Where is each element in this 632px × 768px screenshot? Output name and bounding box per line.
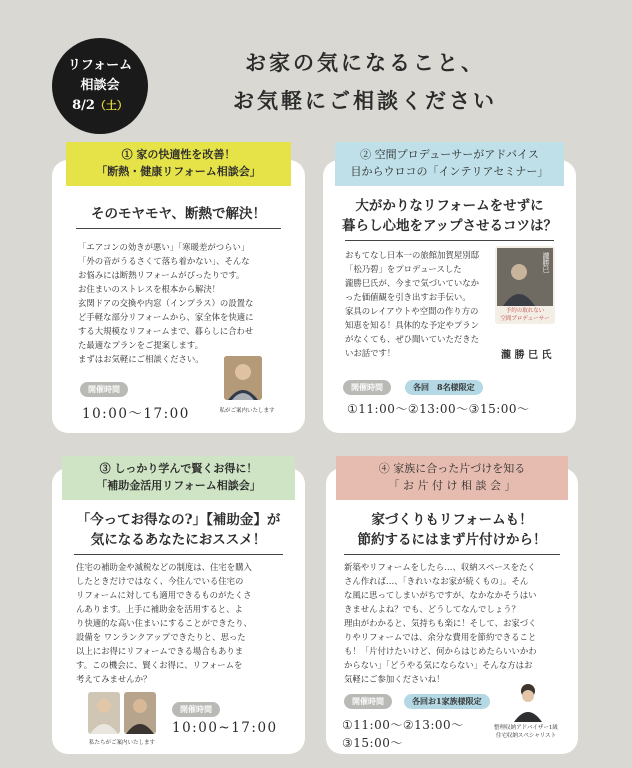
- band-line2: 「 お 片 付 け 相 談 会 」: [388, 479, 516, 492]
- title-line2: 暮らし心地をアップさせるコツは？: [341, 218, 558, 234]
- body-line: ど手軽な部分リフォームから、家全体を快適に: [78, 312, 254, 322]
- event-time: 10:00〜17:00: [82, 406, 190, 422]
- event-badge: [52, 38, 148, 134]
- badge-day: （土）: [94, 99, 128, 112]
- title-line1: 家づくりもリフォームも！: [371, 512, 533, 528]
- title-line1: 「今ってお得なの?」【補助金】が: [76, 512, 281, 528]
- time-pill: 開催時間: [80, 382, 128, 397]
- card-band: [62, 456, 295, 500]
- photo-caption: 私がご案内いたします: [219, 408, 275, 414]
- badge-line1: リフォーム: [67, 58, 133, 73]
- body-line: したときだけではなく、今住んでいる住宅の: [76, 576, 244, 586]
- staff-photo: [88, 692, 120, 734]
- title-line2: 節約するにはまず片付けから！: [357, 532, 547, 548]
- card-band: [335, 142, 564, 186]
- staff-photo: [224, 356, 262, 400]
- event-time: ①11:00〜②13:00〜③15:00〜: [347, 402, 530, 416]
- body-line: 玄関ドアの交換や内窓（インプラス）の設置な: [78, 298, 254, 308]
- event-time-2: ③15:00〜: [342, 736, 403, 750]
- body-line: 以上にお得にリフォームできる場合もありま: [76, 646, 244, 656]
- book-title-line2: 空間プロデューサー: [500, 316, 550, 322]
- body-line: さん作れば…、「きれいなお家が続くもの」。そん: [344, 576, 529, 586]
- card-title: そのモヤモヤ、断熱で解決！: [91, 206, 266, 222]
- card-body: [78, 240, 284, 366]
- limit-pill: 各回お1家族様限定: [404, 694, 490, 709]
- band-line1: ① 家の快適性を改善！: [121, 148, 236, 161]
- body-line: 理由がわかると、気持ちも楽に！そして、お家づく: [344, 618, 537, 628]
- card-tidying: [326, 462, 578, 754]
- body-line: 瀧勝巳氏が、今まで気づいていなか: [345, 278, 479, 288]
- body-line: まずはお気軽にご相談ください。: [78, 354, 204, 364]
- band-line1: ② 空間プロデューサーがアドバイス: [360, 148, 539, 161]
- headline-line2: お気軽にご相談ください: [233, 88, 497, 113]
- card-interior-seminar: [323, 148, 576, 433]
- card-title: [326, 510, 578, 550]
- card-body: [345, 248, 495, 360]
- body-line: お住まいのストレスを根本から解決！: [78, 284, 221, 294]
- badge-date-row: [52, 96, 148, 116]
- book-title-line1: 予約の取れない: [505, 308, 545, 314]
- divider: [76, 228, 281, 229]
- badge-date: 8/2: [72, 98, 95, 113]
- title-line2: 気になるあなたにおススメ！: [90, 532, 267, 548]
- body-line: った価値観を引き出すお手伝い。: [345, 292, 471, 302]
- body-line: 「エアコンの効きが悪い」「寒暖差がつらい」: [78, 242, 250, 252]
- card-band: [66, 142, 291, 186]
- body-line: りやリフォームでは、余分な費用を節約できること: [344, 632, 537, 642]
- body-line: 設備を ワンランクアップできたりと、思った: [76, 632, 246, 642]
- headline-line1: お家の気になること、: [245, 50, 485, 75]
- divider: [345, 240, 554, 241]
- staff-portrait-icon: [124, 692, 156, 734]
- divider: [344, 554, 560, 555]
- title-line1: 大がかりなリフォームをせずに: [355, 198, 544, 214]
- card-title: [323, 196, 576, 236]
- staff-portrait-icon: [88, 692, 120, 734]
- staff-photo: [124, 692, 156, 734]
- staff-portrait-icon: [224, 356, 262, 400]
- card-subsidy: [52, 462, 305, 754]
- card-title: [52, 510, 305, 550]
- advisor-caption-line1: 整理収納アドバイザー1級: [494, 725, 558, 731]
- body-line: いお話です！: [345, 348, 396, 358]
- body-line: た最適なプランをご提案します。: [78, 340, 203, 350]
- body-line: 住宅の補助金や減税などの制度は、住宅を購入: [76, 562, 252, 572]
- body-line: な風に思ってしまいがちですが、なかなかそうはい: [344, 590, 537, 600]
- advisor-portrait-icon: [508, 680, 548, 722]
- headline: [180, 44, 550, 120]
- band-line1: ④ 家族に合った片づけを知る: [378, 462, 526, 475]
- time-pill: 開催時間: [343, 380, 391, 395]
- body-line: がなくても、ぜひ聞いていただきた: [345, 334, 479, 344]
- body-line: す。この機会に、賢くお得に、リフォームを: [76, 660, 243, 670]
- event-time: 10:00~17:00: [172, 720, 278, 736]
- limit-pill: 各回 8名様限定: [405, 380, 483, 395]
- band-line2: 「断熱・健康リフォーム相談会」: [96, 165, 261, 178]
- body-line: り快適的な高い住まいにすることができたり、: [76, 618, 252, 628]
- advisor-caption-line2: 住宅収納スペシャリスト: [495, 733, 557, 739]
- body-line: 新築やリフォームをしたら…、収納スペースをたく: [344, 562, 536, 572]
- band-line2: 「補助金活用リフォーム相談会」: [96, 479, 261, 492]
- band-line1: ③ しっかり学んで賢くお得に！: [99, 462, 258, 475]
- body-line: も！「片付けたいけど、何からはじめたらいいかわ: [344, 646, 537, 656]
- body-line: 知恵を知る！具体的な予定やプラン: [345, 320, 479, 330]
- time-pill: 開催時間: [172, 702, 220, 717]
- book-cover-title: 瀧勝巳: [542, 252, 550, 273]
- time-pill: 開催時間: [344, 694, 392, 709]
- body-line: 考えてみませんか？: [76, 674, 152, 684]
- event-time: ①11:00〜②13:00〜: [342, 718, 464, 732]
- body-line: お悩みには断熱リフォームがぴったりです。: [78, 270, 245, 280]
- card-body: [76, 560, 286, 686]
- divider: [74, 554, 283, 555]
- band-line2: 目からウロコの「インテリアセミナー」: [350, 165, 549, 178]
- presenter-name: 瀧 勝 巳 氏: [501, 350, 552, 361]
- card-body: [344, 560, 562, 686]
- body-line: んあります。上手に補助金を活用すると、よ: [76, 604, 243, 614]
- body-line: リフォームに対しても適用できるものがたくさ: [76, 590, 252, 600]
- photo-caption: 私たちがご案内いたします: [88, 740, 155, 746]
- body-line: からない」「どうやる気にならない」そんな方はお: [344, 660, 533, 670]
- body-line: 「外の音がうるさくて落ち着かない」、そんな: [78, 256, 250, 266]
- card-insulation: [52, 148, 305, 433]
- book-image: [495, 246, 555, 324]
- advisor-caption: [476, 724, 576, 740]
- body-line: おもてなし日本一の旅館加賀屋別邸: [345, 250, 479, 260]
- body-line: する大規模なリフォームまで、暮らしに合わせ: [78, 326, 254, 336]
- badge-line2: 相談会: [80, 78, 120, 93]
- advisor-photo: [508, 680, 548, 722]
- body-line: きませんよね？でも、どうしてなんでしょう？: [344, 604, 520, 614]
- card-band: [336, 456, 568, 500]
- body-line: 「松乃碧」をプロデュースした: [345, 264, 462, 274]
- book-title: [495, 307, 555, 323]
- body-line: 気軽にご参加くださいね！: [344, 674, 445, 684]
- body-line: 家具のレイアウトや空間の作り方の: [345, 306, 479, 316]
